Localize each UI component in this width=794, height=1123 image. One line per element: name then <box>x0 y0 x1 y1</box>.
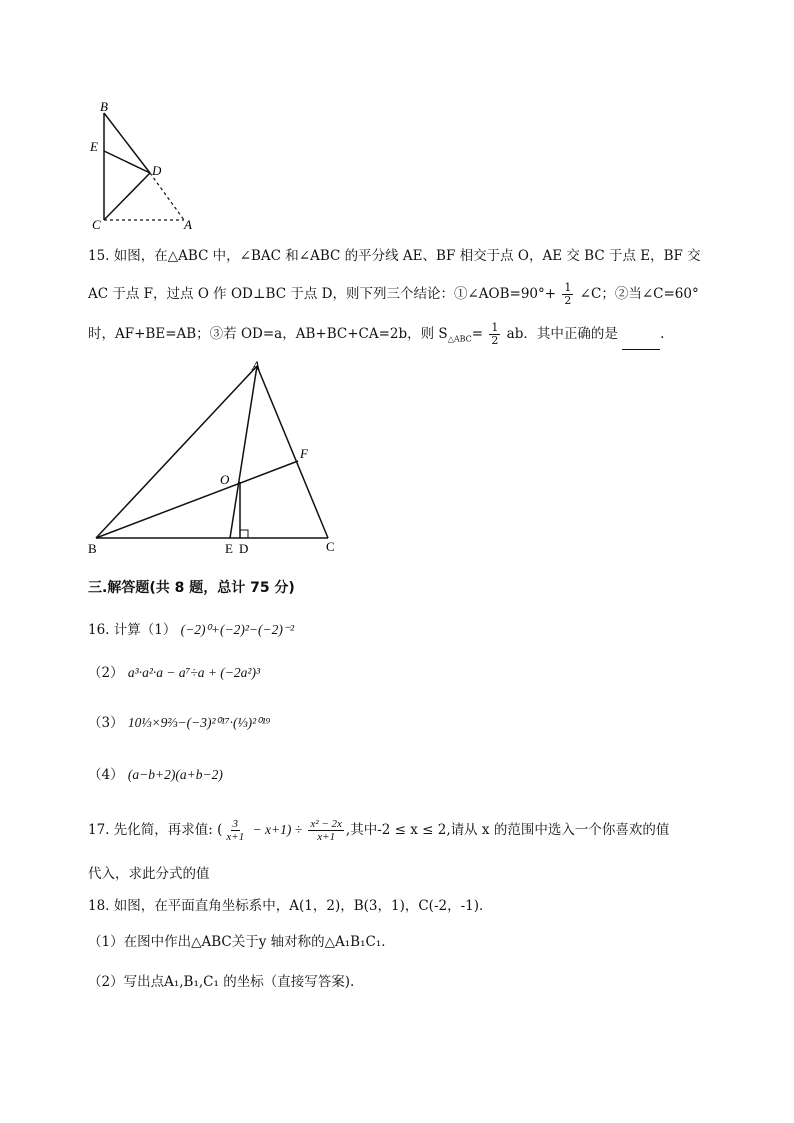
q16-head: 16. 计算（1） <box>88 622 177 638</box>
label-A: A <box>184 217 192 232</box>
q15-line3-eq: = <box>471 326 484 342</box>
q16-part3-label: （3） <box>88 715 124 731</box>
fraction-one-half-2 <box>489 322 500 347</box>
label-O: O <box>220 472 230 487</box>
fraction-x2-2x-over-x1 <box>308 818 344 843</box>
side-AC <box>257 366 328 538</box>
q18-line2 <box>88 932 395 952</box>
label-B: B <box>88 541 97 556</box>
side-AB <box>96 366 257 538</box>
figure-triangle-bcd <box>80 95 210 240</box>
label-E: E <box>225 541 233 556</box>
q16-part2-label: （2） <box>88 665 124 681</box>
label-E: E <box>90 139 98 154</box>
segment-CD <box>104 173 150 220</box>
label-A: A <box>252 358 260 373</box>
q16-part2-expr: a³·a²·a − a⁷÷a + (−2a²)³ <box>127 665 261 680</box>
q16-part3-expr: 10⅓×9⅔−(−3)²⁰¹⁷·(⅓)²⁰¹⁹ <box>127 715 271 730</box>
figure-triangle-abc <box>82 358 352 563</box>
q15-line2 <box>88 282 699 307</box>
right-angle-mark <box>240 530 248 538</box>
q15-line3-text-b: ab．其中正确的是 <box>506 326 618 342</box>
q15-line3 <box>88 322 664 350</box>
q16-line3 <box>88 713 270 733</box>
segment-ED <box>104 151 150 173</box>
segment-BD <box>104 113 150 173</box>
frac-num: 3 <box>232 818 239 830</box>
label-B: B <box>100 99 108 114</box>
frac-num: 1 <box>491 321 499 334</box>
q18-line3-text: （2）写出点A₁,B₁,C₁ 的坐标（直接写答案). <box>88 974 355 990</box>
frac-den: x+1 <box>317 831 336 843</box>
q17-head: 17. 先化简，再求值: <box>88 822 213 838</box>
q18-line1-text: 18. 如图，在平面直角坐标系中，A(1，2)，B(3，1)，C(-2，-1)． <box>88 898 493 914</box>
q17-mid: − x+1) ÷ <box>252 822 303 837</box>
q16-line1 <box>88 620 294 640</box>
fraction-3-over-x1 <box>224 818 246 843</box>
q17-line1 <box>88 818 669 843</box>
frac-den: 2 <box>491 334 499 347</box>
q17-line2-text: 代入，求此分式的值 <box>88 866 210 882</box>
bisector-BF <box>96 461 298 538</box>
q16-line4 <box>88 765 223 785</box>
q15-line2-text-a: AC 于点 F，过点 O 作 OD⊥BC 于点 D，则下列三个结论：①∠AOB=90°+ <box>88 286 557 302</box>
q18-line2-text: （1）在图中作出△ABC关于y 轴对称的△A₁B₁C₁． <box>88 934 395 950</box>
label-D: D <box>239 541 249 556</box>
q15-line2-text-b: ∠C；②当∠C=60° <box>579 286 699 302</box>
label-D: D <box>152 163 162 178</box>
q16-part1-expr: (−2)⁰+(−2)²−(−2)⁻² <box>180 622 295 637</box>
section-heading: 三.解答题(共 8 题，总计 75 分) <box>88 580 295 596</box>
q15-line1 <box>88 246 701 266</box>
q17-open: ( <box>217 822 223 838</box>
q17-line2 <box>88 864 210 884</box>
q15-line3-end: . <box>660 326 665 342</box>
label-C: C <box>326 539 335 554</box>
fraction-one-half <box>562 282 573 307</box>
q16-part4-label: （4） <box>88 767 124 783</box>
frac-num: 1 <box>564 281 572 294</box>
frac-den: 2 <box>564 294 572 307</box>
q15-line3-text-a: 时，AF+BE=AB；③若 OD=a，AB+BC+CA=2b，则 S <box>88 326 448 342</box>
frac-den: x+1 <box>226 831 245 843</box>
label-F: F <box>300 446 308 461</box>
area-subscript: △ABC <box>447 334 472 344</box>
answer-blank[interactable] <box>622 335 660 350</box>
bisector-AE <box>230 366 257 538</box>
q16-line2 <box>88 663 260 683</box>
segment-DA-dashed <box>150 173 184 220</box>
q17-tail: ,其中-2 ≤ x ≤ 2,请从 x 的范围中选入一个你喜欢的值 <box>345 822 670 838</box>
q16-part4-expr: (a−b+2)(a+b−2) <box>127 767 223 782</box>
q18-line3 <box>88 972 354 992</box>
frac-num: x² − 2x <box>310 818 342 830</box>
label-C: C <box>92 217 101 232</box>
q15-line1-text: 15. 如图，在△ABC 中，∠BAC 和∠ABC 的平分线 AE、BF 相交于点 O，AE 交 BC 于点 E，BF 交 <box>88 248 701 264</box>
q18-line1 <box>88 896 493 916</box>
